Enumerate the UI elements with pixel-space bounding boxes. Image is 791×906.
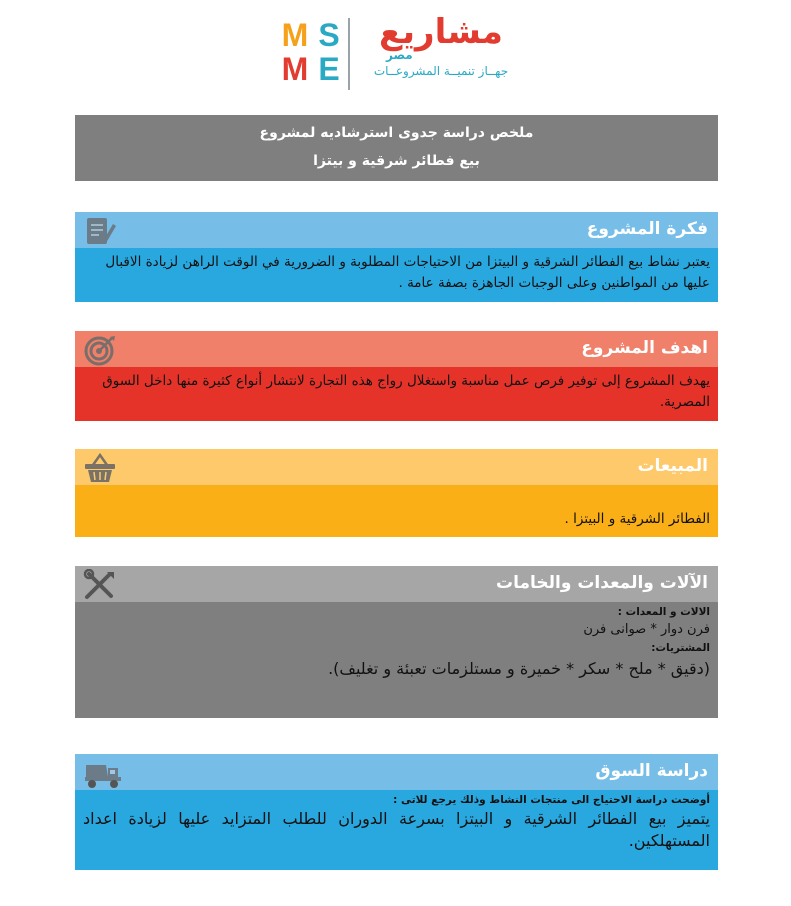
logo-arabic-country: مصر — [386, 48, 413, 62]
section-header — [75, 566, 718, 602]
logo-divider — [348, 18, 350, 90]
logo-arabic — [356, 10, 526, 78]
section-content — [75, 602, 718, 718]
title-banner — [75, 115, 718, 181]
section-header — [75, 212, 718, 248]
logo-letter: M — [281, 17, 309, 53]
section-heading: اهدف المشروع — [581, 338, 708, 358]
section-text: يهدف المشروع إلى توفير فرص عمل مناسبة واستغلال رواج هذه التجارة لانتشار أنواع كثيرة منها داخل السوق المصرية. — [102, 373, 710, 410]
msme-logo-letters — [278, 18, 346, 86]
section-content — [75, 790, 718, 870]
purchases-list: (دقيق * ملح * سكر * خميرة و مستلزمات تعبئة و تغليف). — [328, 659, 710, 678]
machines-label: الالات و المعدات : — [617, 606, 710, 618]
market-text: يتميز بيع الفطائر الشرقية و البيتزا بسرعة الدوران للطلب المتزايد عليها لزيادة اعداد المستهلكين. — [83, 809, 710, 850]
section-market — [75, 754, 718, 870]
pencil-notepad-icon — [83, 215, 117, 247]
truck-icon — [83, 757, 125, 789]
tools-icon — [83, 569, 117, 601]
logo-letter: M — [281, 51, 309, 87]
section-text: يعتبر نشاط بيع الفطائر الشرقية و البيتزا من الاحتياجات المطلوبة و الضرورية في الوقت الراهن لزيادة الاقبال عليها من المواطنين وعلى الوجبات الجاهزة بصفة عامة . — [105, 254, 710, 291]
title-line-2: بيع فطائر شرقية و بيتزا — [313, 153, 480, 169]
basket-icon — [83, 452, 117, 484]
section-heading: الآلات والمعدات والخامات — [496, 573, 708, 593]
target-icon — [83, 334, 117, 366]
section-goal — [75, 331, 718, 421]
section-heading: دراسة السوق — [595, 761, 708, 781]
logo-arabic-agency: جهــاز تنميــة المشروعــات — [373, 64, 509, 78]
section-idea — [75, 212, 718, 302]
section-header — [75, 331, 718, 367]
section-equipment — [75, 566, 718, 718]
section-heading: فكرة المشروع — [586, 219, 708, 239]
logo-arabic-name: مشاريع — [379, 12, 503, 52]
section-sales — [75, 449, 718, 537]
title-line-1: ملخص دراسة جدوى استرشاديه لمشروع — [259, 125, 534, 141]
section-heading: المبيعات — [637, 456, 708, 476]
section-header — [75, 754, 718, 790]
section-text: الفطائر الشرقية و البيتزا . — [564, 511, 710, 527]
logo — [270, 10, 530, 100]
logo-letter: S — [318, 17, 340, 53]
market-intro: أوضحت دراسة الاحتياج الى منتجات النشاط وذلك يرجع للاتى : — [393, 794, 710, 806]
machines-list: فرن دوار * صوانى فرن — [583, 622, 710, 637]
logo-letter: E — [318, 51, 340, 87]
purchases-label: المشتريات: — [651, 642, 710, 654]
section-header — [75, 449, 718, 485]
